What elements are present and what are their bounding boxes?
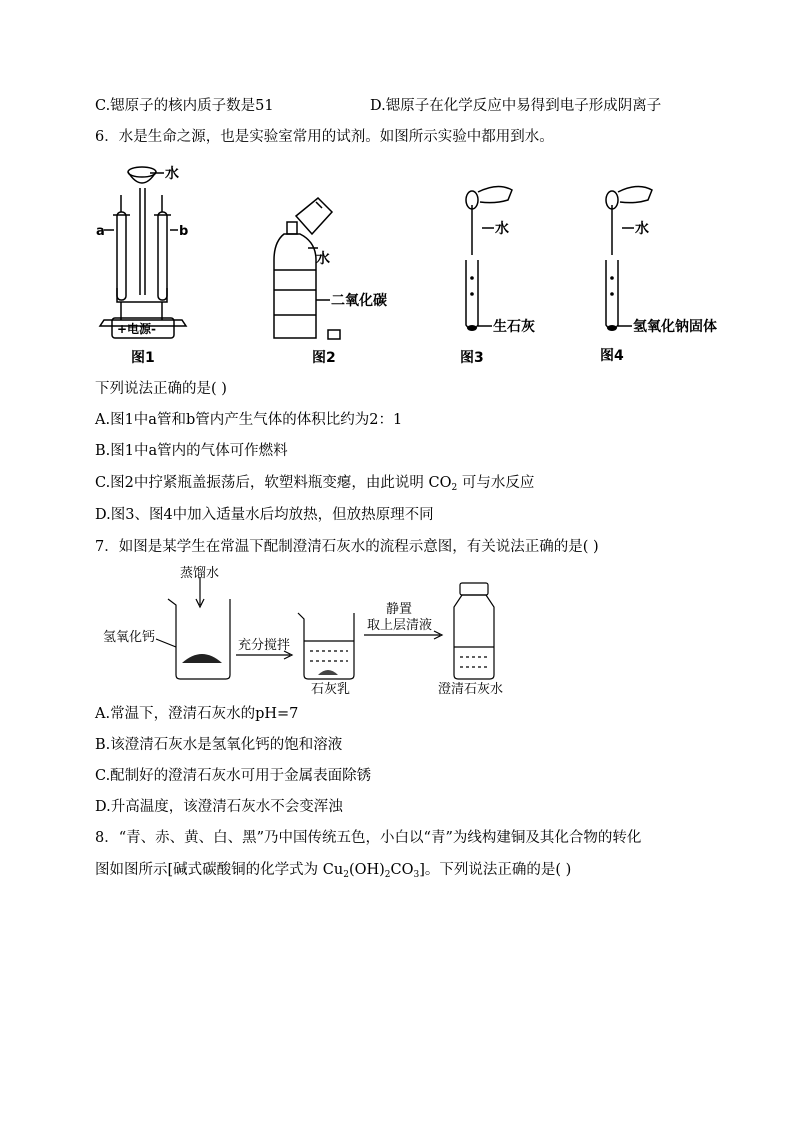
- q6-stem: 6．水是生命之源，也是实验室常用的试剂。如图所示实验中都用到水。: [95, 129, 554, 145]
- basic-copper-carbonate-formula: [323, 862, 419, 878]
- q6-option-b: B.图1中a管内的气体可作燃料: [95, 443, 288, 459]
- q6-option-c: [95, 473, 534, 498]
- fig4-caption: 图4: [600, 348, 624, 364]
- fig1-b-label: b: [179, 224, 189, 239]
- fig3-caption: 图3: [460, 350, 484, 366]
- test-tube-fig3: [466, 186, 512, 329]
- clear-limewater-label: 澄清石灰水: [438, 682, 504, 697]
- fig3-water-label: 水: [495, 221, 509, 237]
- q8-line2: [95, 860, 571, 885]
- q6-prompt: 下列说法正确的是( ): [95, 381, 227, 397]
- q6-figure: [0, 160, 794, 380]
- electrolysis-apparatus: [100, 167, 189, 338]
- q5-option-c: C.锶原子的核内质子数是51: [95, 98, 274, 114]
- q6-option-d: D.图3、图4中加入适量水后均放热，但放热原理不同: [95, 507, 434, 523]
- q8-line2-text: 图如图所示[碱式碳酸铜的化学式为: [95, 862, 319, 878]
- lime-milk-label: 石灰乳: [311, 682, 351, 697]
- fig4-naoh-label: 氢氧化钠固体: [633, 319, 717, 335]
- q6-option-c-text: C.图2中拧紧瓶盖振荡后，软塑料瓶变瘪，由此说明: [95, 475, 424, 491]
- test-tube-fig4: [606, 186, 652, 329]
- fig1-water-label: 水: [165, 166, 179, 182]
- stir-label: 充分搅拌: [238, 638, 291, 653]
- fig1-caption: 图1: [131, 350, 155, 366]
- formula-oh: (OH): [348, 862, 385, 878]
- q7-option-a: A.常温下，澄清石灰水的pH=7: [95, 706, 299, 722]
- q7-option-b: B.该澄清石灰水是氢氧化钙的饱和溶液: [95, 737, 343, 753]
- q7-stem: 7．如图是某学生在常温下配制澄清石灰水的流程示意图，有关说法正确的是( ): [95, 539, 599, 555]
- q6-option-a: A.图1中a管和b管内产生气体的体积比约为2：1: [95, 412, 403, 428]
- formula-cu: Cu: [322, 862, 344, 878]
- plastic-bottle: [274, 198, 340, 339]
- fig2-caption: 图2: [312, 350, 336, 366]
- q8-line2-text-end: ]。下列说法正确的是( ): [419, 862, 572, 878]
- fig1-power-label: +电源-: [117, 322, 157, 336]
- q5-option-d: D.锶原子在化学反应中易得到电子形成阴离子: [370, 98, 662, 114]
- fig1-a-label: a: [96, 224, 105, 239]
- beaker-2: [298, 613, 354, 679]
- co2-formula: CO: [428, 475, 452, 491]
- fig4-water-label: 水: [635, 221, 649, 237]
- q7-option-d: D.升高温度，该澄清石灰水不会变浑浊: [95, 799, 343, 815]
- settle-label: 静置: [386, 602, 413, 617]
- formula-sub-2b: 2: [384, 870, 391, 880]
- fig2-co2-label: 二氧化碳: [331, 293, 387, 309]
- q6-option-c-text-end: 可与水反应: [461, 475, 535, 491]
- beaker-1: [168, 599, 230, 679]
- distilled-water-label: 蒸馏水: [180, 566, 220, 581]
- fig2-water-label: 水: [316, 251, 330, 267]
- formula-sub-2: 2: [343, 870, 349, 880]
- fig3-lime-label: 生石灰: [493, 319, 535, 335]
- co2-subscript: 2: [451, 483, 458, 493]
- formula-co: CO: [390, 862, 414, 878]
- take-top-label: 取上层清液: [367, 618, 433, 633]
- caoh2-label: 氢氧化钙: [103, 630, 156, 645]
- q7-figure: [0, 565, 794, 695]
- formula-sub-3: 3: [413, 870, 420, 880]
- q7-option-c: C.配制好的澄清石灰水可用于金属表面除锈: [95, 768, 372, 784]
- q8-line1: 8．“青、赤、黄、白、黑”乃中国传统五色，小白以“青”为线构建铜及其化合物的转化: [95, 830, 642, 846]
